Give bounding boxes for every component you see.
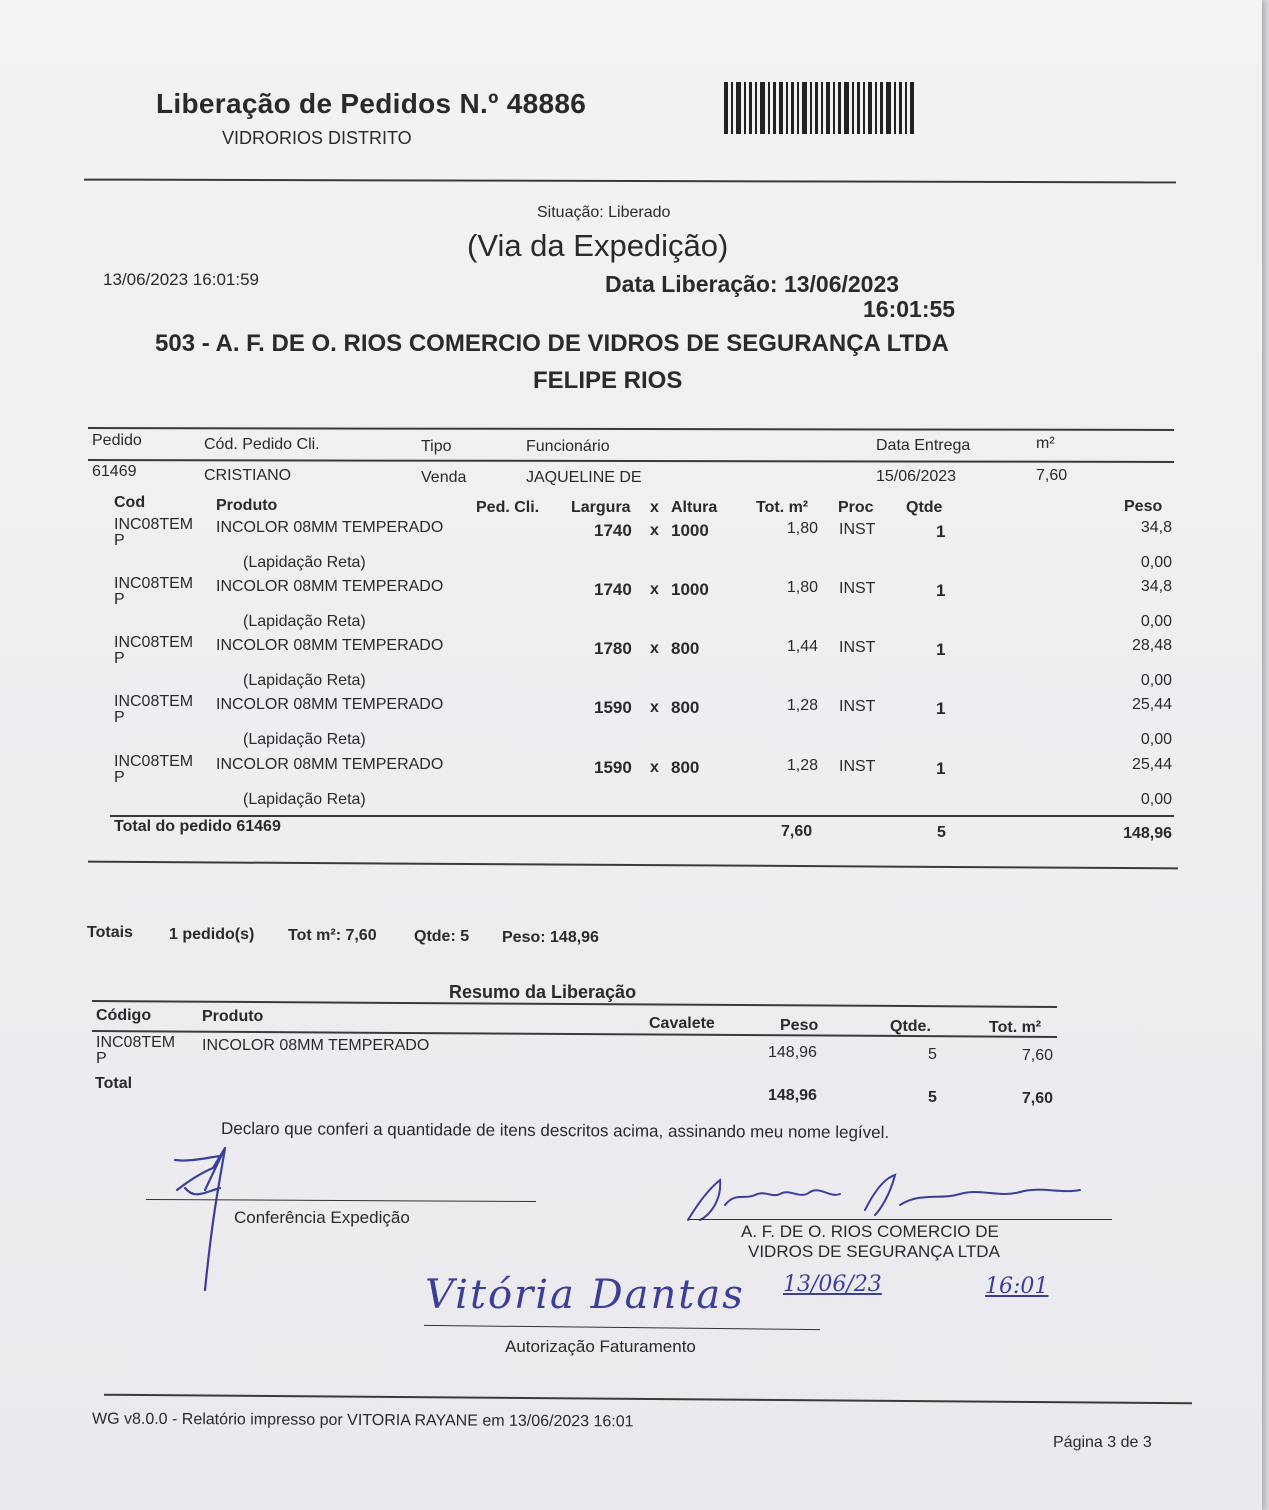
item-peso: 34,8 bbox=[1140, 519, 1172, 536]
footer-line bbox=[104, 1394, 1192, 1405]
order-total-qtde: 5 bbox=[937, 824, 946, 841]
summary-row-produto: INCOLOR 08MM TEMPERADO bbox=[202, 1037, 430, 1054]
items-col-tot-m2: Tot. m² bbox=[756, 499, 809, 516]
summary-col-peso: Peso bbox=[780, 1017, 819, 1034]
summary-col-qtde: Qtde. bbox=[890, 1018, 931, 1035]
item-cod-cont: P bbox=[114, 769, 125, 786]
items-col-qtde: Qtde bbox=[906, 499, 943, 516]
item-produto: INCOLOR 08MM TEMPERADO bbox=[216, 637, 444, 654]
order-client-code: CRISTIANO bbox=[204, 467, 292, 484]
summary-col-codigo: Código bbox=[96, 1007, 152, 1024]
col-funcionario: Funcionário bbox=[526, 438, 610, 455]
item-largura: 1590 bbox=[594, 698, 632, 717]
item-cod: INC08TEM bbox=[114, 516, 194, 533]
item-x: x bbox=[650, 759, 659, 776]
col-pedido: Pedido bbox=[92, 432, 142, 449]
item-peso: 25,44 bbox=[1131, 696, 1172, 713]
company-name: VIDRORIOS DISTRITO bbox=[222, 128, 412, 148]
item-cod: INC08TEM bbox=[114, 693, 194, 710]
order-end-line bbox=[88, 861, 1178, 870]
item-lapidacao-peso: 0,00 bbox=[1140, 613, 1172, 630]
col-cod-pedido-cli: Cód. Pedido Cli. bbox=[204, 436, 320, 453]
company-signature-line2: VIDROS DE SEGURANÇA LTDA bbox=[748, 1242, 1000, 1261]
item-x: x bbox=[650, 699, 659, 716]
col-tipo: Tipo bbox=[421, 438, 452, 455]
summary-row-peso: 148,96 bbox=[768, 1044, 817, 1061]
summary-total-label: Total bbox=[95, 1075, 133, 1092]
summary-col-tot-m2: Tot. m² bbox=[989, 1019, 1042, 1036]
item-proc: INST bbox=[839, 639, 876, 656]
item-qtde: 1 bbox=[936, 522, 946, 541]
summary-row-qtde: 5 bbox=[928, 1046, 937, 1063]
authorization-label: Autorização Faturamento bbox=[505, 1337, 696, 1356]
handwritten-date: 13/06/23 bbox=[783, 1272, 882, 1297]
items-col-altura: Altura bbox=[671, 499, 718, 516]
items-bottom-line bbox=[110, 815, 1174, 817]
item-produto: INCOLOR 08MM TEMPERADO bbox=[216, 519, 444, 536]
item-lapidacao: (Lapidação Reta) bbox=[243, 554, 366, 571]
item-tot-m2: 1,44 bbox=[786, 638, 818, 655]
page-number: Página 3 de 3 bbox=[1053, 1434, 1152, 1451]
item-lapidacao: (Lapidação Reta) bbox=[243, 791, 366, 808]
item-cod-cont: P bbox=[114, 709, 125, 726]
item-peso: 25,44 bbox=[1131, 756, 1172, 773]
item-x: x bbox=[650, 581, 659, 598]
conference-label: Conferência Expedição bbox=[234, 1208, 410, 1227]
item-altura: 1000 bbox=[671, 521, 709, 540]
item-proc: INST bbox=[839, 758, 876, 775]
order-employee: JAQUELINE DE bbox=[526, 469, 642, 486]
item-cod-cont: P bbox=[114, 532, 125, 549]
order-m2: 7,60 bbox=[1036, 467, 1068, 484]
print-timestamp: 13/06/2023 16:01:59 bbox=[103, 270, 259, 289]
item-produto: INCOLOR 08MM TEMPERADO bbox=[216, 578, 444, 595]
barcode-image bbox=[724, 82, 917, 134]
item-x: x bbox=[650, 522, 659, 539]
order-delivery-date: 15/06/2023 bbox=[876, 468, 957, 485]
totals-m2: Tot m²: 7,60 bbox=[288, 927, 377, 944]
items-col-produto: Produto bbox=[216, 497, 278, 514]
item-produto: INCOLOR 08MM TEMPERADO bbox=[216, 756, 444, 773]
item-proc: INST bbox=[839, 698, 876, 715]
item-cod-cont: P bbox=[114, 591, 125, 608]
footer-print-info: WG v8.0.0 - Relatório impresso por VITORIA RAYANE em 13/06/2023 16:01 bbox=[91, 1410, 634, 1431]
situation-text: Situação: Liberado bbox=[537, 204, 671, 221]
company-signature-line1: A. F. DE O. RIOS COMERCIO DE bbox=[741, 1222, 999, 1241]
totals-pedidos: 1 pedido(s) bbox=[169, 926, 255, 943]
item-qtde: 1 bbox=[936, 581, 946, 600]
item-x: x bbox=[650, 640, 659, 657]
release-time: 16:01:55 bbox=[863, 296, 956, 322]
item-qtde: 1 bbox=[936, 640, 946, 659]
order-header-bottom-line bbox=[88, 459, 1174, 463]
document-title: Liberação de Pedidos N.º 48886 bbox=[156, 88, 587, 119]
totals-label: Totais bbox=[87, 924, 133, 941]
handwritten-time: 16:01 bbox=[985, 1274, 1049, 1299]
via-title: (Via da Expedição) bbox=[467, 228, 729, 263]
order-header-top-line bbox=[88, 427, 1174, 431]
item-proc: INST bbox=[839, 521, 876, 538]
signature-company bbox=[680, 1170, 1090, 1230]
item-lapidacao: (Lapidação Reta) bbox=[243, 672, 366, 689]
release-date: Data Liberação: 13/06/2023 bbox=[605, 271, 900, 297]
item-peso: 34,8 bbox=[1140, 578, 1172, 595]
item-lapidacao: (Lapidação Reta) bbox=[243, 731, 366, 748]
summary-total-tot-m2: 7,60 bbox=[1021, 1090, 1053, 1107]
declaration-text: Declaro que conferi a quantidade de itens descritos acima, assinando meu nome legível. bbox=[220, 1118, 890, 1143]
item-cod: INC08TEM bbox=[114, 634, 194, 651]
items-col-cod: Cod bbox=[114, 494, 146, 511]
item-proc: INST bbox=[839, 580, 876, 597]
summary-row-tot-m2: 7,60 bbox=[1021, 1047, 1053, 1064]
item-lapidacao: (Lapidação Reta) bbox=[243, 613, 366, 630]
summary-total-qtde: 5 bbox=[928, 1089, 937, 1106]
item-qtde: 1 bbox=[936, 759, 946, 778]
item-largura: 1740 bbox=[594, 521, 632, 540]
item-qtde: 1 bbox=[936, 699, 946, 718]
item-tot-m2: 1,80 bbox=[786, 579, 818, 596]
summary-title: Resumo da Liberação bbox=[449, 982, 637, 1002]
handwritten-name: Vitória Dantas bbox=[425, 1272, 745, 1318]
items-col-peso: Peso bbox=[1124, 498, 1163, 515]
item-peso: 28,48 bbox=[1131, 637, 1172, 654]
item-lapidacao-peso: 0,00 bbox=[1140, 731, 1172, 748]
item-largura: 1590 bbox=[594, 758, 632, 777]
items-col-x: x bbox=[650, 499, 659, 516]
item-largura: 1740 bbox=[594, 580, 632, 599]
item-cod-cont: P bbox=[114, 650, 125, 667]
item-altura: 1000 bbox=[671, 580, 709, 599]
items-col-proc: Proc bbox=[838, 499, 874, 516]
header-divider bbox=[84, 179, 1176, 184]
summary-col-produto: Produto bbox=[202, 1008, 264, 1025]
summary-row-codigo-cont: P bbox=[96, 1050, 107, 1067]
summary-col-cavalete: Cavalete bbox=[649, 1015, 715, 1032]
col-m2: m² bbox=[1036, 435, 1055, 452]
order-total-label: Total do pedido 61469 bbox=[114, 818, 281, 835]
item-cod: INC08TEM bbox=[114, 575, 194, 592]
order-total-peso: 148,96 bbox=[1123, 825, 1172, 842]
signature-line-authorization bbox=[424, 1325, 820, 1330]
signature-line-company bbox=[688, 1219, 1112, 1220]
order-number: 61469 bbox=[92, 463, 137, 480]
item-tot-m2: 1,28 bbox=[786, 757, 818, 774]
item-tot-m2: 1,80 bbox=[786, 520, 818, 537]
client-contact: FELIPE RIOS bbox=[533, 367, 683, 394]
col-data-entrega: Data Entrega bbox=[876, 437, 971, 454]
item-lapidacao-peso: 0,00 bbox=[1140, 791, 1172, 808]
totals-peso: Peso: 148,96 bbox=[502, 929, 599, 946]
summary-total-peso: 148,96 bbox=[768, 1087, 817, 1104]
order-type: Venda bbox=[421, 469, 467, 486]
item-altura: 800 bbox=[671, 758, 700, 777]
order-total-m2: 7,60 bbox=[781, 823, 813, 840]
item-altura: 800 bbox=[671, 698, 700, 717]
item-lapidacao-peso: 0,00 bbox=[1140, 672, 1172, 689]
item-cod: INC08TEM bbox=[114, 753, 194, 770]
items-col-ped-cli: Ped. Cli. bbox=[476, 499, 540, 516]
item-largura: 1780 bbox=[594, 639, 632, 658]
item-tot-m2: 1,28 bbox=[786, 697, 818, 714]
item-lapidacao-peso: 0,00 bbox=[1140, 554, 1172, 571]
items-col-largura: Largura bbox=[571, 499, 631, 516]
summary-row-codigo: INC08TEM bbox=[96, 1034, 176, 1051]
totals-qtde: Qtde: 5 bbox=[414, 928, 470, 945]
item-produto: INCOLOR 08MM TEMPERADO bbox=[216, 696, 444, 713]
item-altura: 800 bbox=[671, 639, 700, 658]
client-name: 503 - A. F. DE O. RIOS COMERCIO DE VIDROS DE SEGURANÇA LTDA bbox=[155, 330, 949, 357]
